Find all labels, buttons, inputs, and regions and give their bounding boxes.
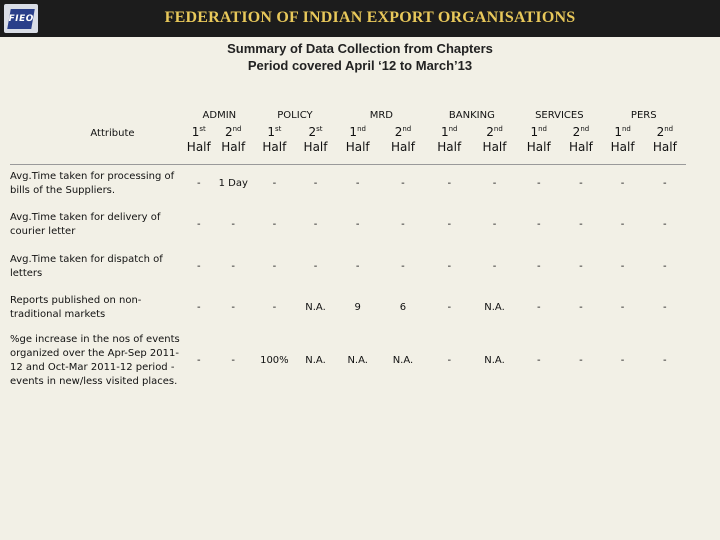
half-label: Half: [568, 140, 593, 154]
table-cell: -: [663, 261, 667, 272]
table-cell: -: [620, 219, 625, 230]
half-label: Half: [345, 140, 370, 154]
table-row: [10, 287, 686, 329]
half-number: 2: [656, 125, 665, 139]
table-cell: -: [620, 261, 625, 272]
half-ordinal: nd: [402, 125, 412, 133]
table-cell: -: [355, 219, 360, 230]
table-cell: -: [447, 355, 452, 366]
half-label: Half: [303, 140, 328, 154]
half-ordinal: nd: [493, 125, 503, 133]
half-number: 1: [191, 125, 200, 139]
half-ordinal: nd: [232, 125, 242, 133]
fieo-logo-text: FIEO: [7, 9, 35, 29]
half-ordinal: st: [199, 125, 206, 133]
half-header: [427, 122, 472, 158]
half-label: Half: [262, 140, 287, 154]
fieo-logo: [4, 4, 38, 33]
half-header: [644, 122, 686, 158]
table-cell: -: [620, 178, 625, 190]
table-cell: -: [579, 261, 583, 272]
table-cell: -: [492, 219, 497, 230]
half-header: [213, 122, 254, 158]
group-header-policy: POLICY: [277, 109, 313, 121]
table-cell: -: [663, 219, 667, 230]
table-cell: -: [447, 261, 452, 272]
table-cell: -: [663, 178, 667, 190]
table-cell: -: [536, 302, 541, 313]
table-cell: -: [536, 355, 541, 366]
row-attribute: Avg.Time taken for processing of bills of the Suppliers.: [10, 170, 175, 196]
table-cell: -: [620, 302, 625, 313]
half-ordinal: nd: [538, 125, 548, 133]
table-row: [10, 329, 686, 393]
table-cell: -: [196, 219, 201, 230]
half-ordinal: nd: [580, 125, 590, 133]
half-number: 2: [572, 125, 581, 139]
table-cell: -: [492, 261, 497, 272]
table-cell: -: [313, 261, 318, 272]
half-number: 1: [349, 125, 358, 139]
table-cell: -: [663, 302, 667, 313]
table-cell: -: [355, 178, 360, 190]
table-cell: -: [536, 261, 541, 272]
table-cell: -: [272, 261, 277, 272]
half-label: Half: [437, 140, 462, 154]
half-label: Half: [652, 140, 677, 154]
table-cell: -: [196, 261, 201, 272]
group-header-services: SERVICES: [535, 109, 584, 121]
table-cell: -: [355, 261, 360, 272]
half-label: Half: [482, 140, 507, 154]
table-cell: -: [579, 355, 583, 366]
table-cell: -: [447, 219, 452, 230]
half-number: 2: [308, 125, 317, 139]
group-header-admin: ADMIN: [202, 109, 237, 121]
half-ordinal: nd: [621, 125, 631, 133]
table-cell: -: [579, 178, 583, 190]
table-cell: N.A.: [347, 355, 368, 366]
group-header-mrd: MRD: [369, 109, 393, 121]
table-row: [10, 165, 686, 203]
row-attribute: Reports published on non-traditional markets: [10, 294, 142, 320]
row-attribute: %ge increase in the nos of events organized over the Apr-Sep 2011-12 and Oct-Mar 2011-12 period - events in new/less visited places.: [10, 333, 180, 387]
half-header: [602, 122, 644, 158]
table-cell: -: [401, 178, 405, 190]
table-cell: -: [231, 302, 236, 313]
table-cell: -: [196, 302, 201, 313]
half-ordinal: nd: [664, 125, 674, 133]
table-cell: 100%: [260, 355, 289, 366]
half-header: [295, 122, 336, 158]
table-row: [10, 247, 686, 287]
table-cell: -: [231, 355, 236, 366]
table-cell: -: [579, 302, 583, 313]
half-header: [185, 122, 213, 158]
table-cell: -: [536, 178, 541, 190]
table-cell: N.A.: [392, 355, 414, 366]
table-cell: -: [231, 219, 236, 230]
table-cell: -: [447, 302, 452, 313]
table-cell: -: [620, 355, 625, 366]
half-label: Half: [186, 140, 211, 154]
half-label: Half: [610, 140, 635, 154]
organisation-title: FEDERATION OF INDIAN EXPORT ORGANISATIONS: [164, 9, 576, 26]
half-label: Half: [526, 140, 551, 154]
table-cell: -: [272, 302, 277, 313]
table-cell: N.A.: [484, 355, 505, 366]
half-number: 2: [394, 125, 403, 139]
group-header-banking: BANKING: [448, 109, 495, 121]
half-header: [254, 122, 295, 158]
half-header: [472, 122, 517, 158]
table-cell: -: [196, 355, 201, 366]
half-ordinal: nd: [357, 125, 366, 133]
half-ordinal: st: [316, 125, 323, 133]
table-cell: 6: [399, 302, 407, 313]
table-cell: -: [196, 178, 201, 190]
half-number: 2: [486, 125, 494, 139]
half-header: [336, 122, 379, 158]
table-cell: -: [272, 178, 277, 190]
table-cell: -: [313, 219, 318, 230]
table-cell: -: [313, 178, 318, 190]
half-number: 1: [440, 125, 449, 139]
attribute-header: Attribute: [90, 127, 135, 139]
row-attribute: Avg.Time taken for delivery of courier letter: [10, 211, 161, 237]
half-label: Half: [221, 140, 246, 154]
group-header-pers: PERS: [630, 109, 657, 121]
table-cell: -: [579, 219, 583, 230]
title-bar: [0, 0, 720, 37]
period-title: Period covered April ‘12 to March’13: [247, 58, 473, 73]
half-label: Half: [390, 140, 415, 154]
group-header-row: [10, 108, 686, 122]
table-cell: N.A.: [305, 302, 326, 313]
summary-title: Summary of Data Collection from Chapters: [227, 41, 493, 56]
half-header: [517, 122, 560, 158]
half-ordinal: st: [275, 125, 282, 133]
summary-table: [10, 108, 686, 393]
table-cell: 1 Day: [218, 178, 248, 190]
table-cell: 9: [354, 302, 361, 313]
table-cell: -: [231, 261, 236, 272]
half-number: 1: [614, 125, 622, 139]
half-number: 1: [530, 125, 539, 139]
table-cell: -: [401, 219, 405, 230]
table-cell: N.A.: [305, 355, 326, 366]
half-header: [379, 122, 426, 158]
table-cell: -: [401, 261, 405, 272]
half-number: 1: [267, 125, 275, 139]
row-attribute: Avg.Time taken for dispatch of letters: [10, 253, 163, 279]
table-cell: -: [272, 219, 277, 230]
table-cell: -: [492, 178, 497, 190]
table-cell: -: [663, 355, 667, 366]
half-ordinal: nd: [448, 125, 458, 133]
table-cell: N.A.: [484, 302, 505, 313]
table-cell: -: [536, 219, 541, 230]
half-number: 2: [224, 125, 233, 139]
table-cell: -: [447, 178, 452, 190]
table-row: [10, 203, 686, 247]
half-header: [560, 122, 601, 158]
